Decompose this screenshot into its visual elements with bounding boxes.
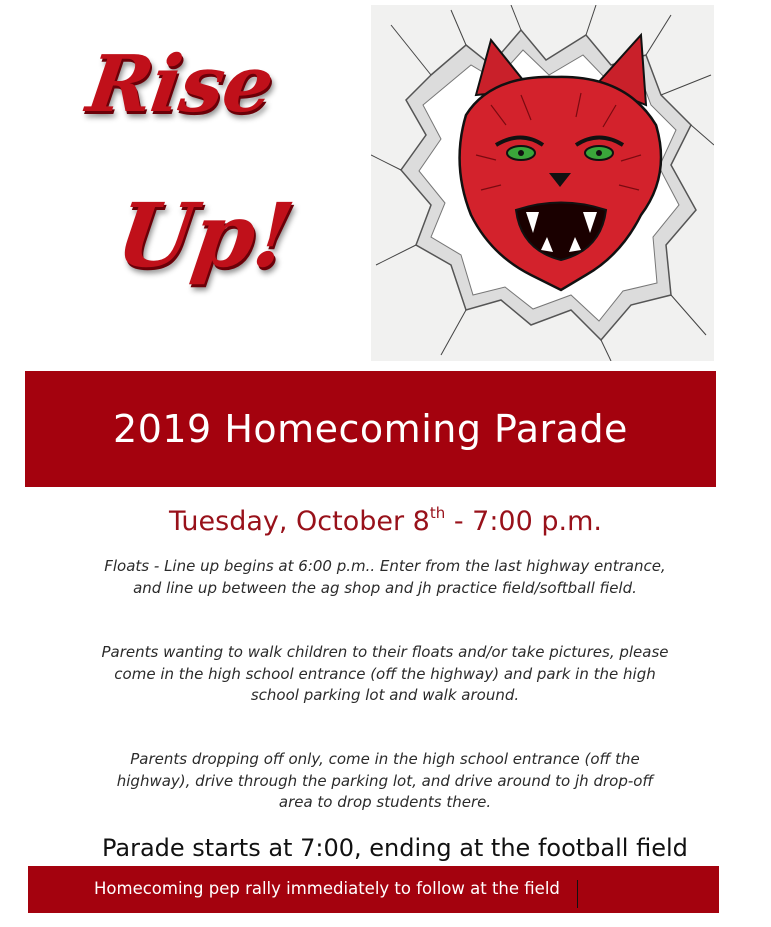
details-parents-drop: Parents dropping off only, come in the high school entrance (off the highway), drive through the parking lot, and drive around to jh drop-off area to drop students there. bbox=[116, 750, 654, 811]
details-parents-walk: Parents wanting to walk children to their floats and/or take pictures, please come in the high school entrance (off the highway) and park in the high school parking lot and walk around. bbox=[101, 643, 669, 704]
title-banner bbox=[25, 371, 716, 487]
pep-rally-banner bbox=[28, 866, 719, 913]
date-line bbox=[0, 494, 771, 541]
parade-start-text: Parade starts at 7:00, ending at the football field bbox=[102, 834, 688, 862]
date-text: Tuesday, October 8 bbox=[169, 506, 430, 537]
page-title: 2019 Homecoming Parade bbox=[113, 407, 628, 451]
text-cursor bbox=[577, 880, 578, 908]
slogan-line-2: Up! bbox=[110, 183, 300, 287]
wildcat-mascot-icon bbox=[371, 5, 714, 361]
slogan-line-1: Rise bbox=[81, 39, 279, 130]
details-floats: Floats - Line up begins at 6:00 p.m.. Enter from the last highway entrance, and line up between the ag shop and jh practice field/softball field. bbox=[104, 557, 666, 597]
time-text: - 7:00 p.m. bbox=[445, 506, 602, 537]
pep-rally-text: Homecoming pep rally immediately to follow at the field bbox=[94, 879, 560, 898]
date-ordinal-suffix: th bbox=[429, 504, 446, 522]
